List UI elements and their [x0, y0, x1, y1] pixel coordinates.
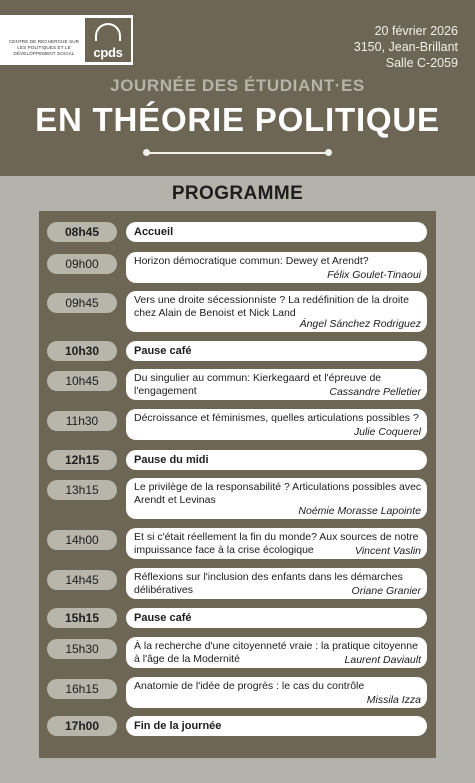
speaker-name: Vincent Vaslin [355, 545, 421, 557]
time-badge: 13h15 [47, 480, 117, 500]
session-box [126, 677, 427, 708]
session-title: Accueil [134, 226, 174, 238]
session-box [126, 450, 427, 470]
logo-org-text: CENTRE DE RECHERCHE SUR LES POLITIQUES ET LE DÉVELOPPEMENT SOCIAL [8, 39, 80, 56]
session-box [126, 637, 427, 668]
logo-mark-text: cpds [93, 45, 123, 60]
session-title: Fin de la journée [134, 720, 222, 732]
session-box [126, 252, 427, 283]
session-box [126, 409, 427, 440]
session-box [126, 528, 427, 559]
programme-heading: PROGRAMME [171, 183, 304, 204]
time-badge: 09h45 [47, 293, 117, 313]
cpds-logo [0, 15, 133, 65]
time-badge: 12h15 [47, 450, 117, 470]
session-box [126, 608, 427, 628]
session-title: Pause du midi [134, 454, 209, 466]
speaker-name: Julie Coquerel [353, 426, 421, 438]
time-badge: 10h45 [47, 371, 117, 391]
session-box [126, 716, 427, 736]
session-title: Anatomie de l'idée de progrès : le cas du contrôle [134, 680, 365, 692]
speaker-name: Noémie Morasse Lapointe [298, 505, 421, 517]
time-badge: 10h30 [47, 341, 117, 361]
time-badge: 08h45 [47, 222, 117, 242]
title-line-1: JOURNÉE DES ÉTUDIANT·ES [110, 76, 365, 95]
session-title: Pause café [134, 345, 192, 357]
session-title: À la recherche d'une citoyenneté vraie : la pratique citoyenne à l'âge de la Modernité [134, 640, 418, 665]
session-title: Vers une droite sécessionniste ? La redéfinition de la droite chez Alain de Benoist et Nick Land [134, 294, 409, 319]
time-badge: 16h15 [47, 679, 117, 699]
session-box [126, 568, 427, 599]
title-line-2: EN THÉORIE POLITIQUE [35, 101, 440, 138]
session-title: Et si c'était réellement la fin du monde? Aux sources de notre impuissance face à la crise écologique [134, 531, 419, 556]
time-badge: 15h15 [47, 608, 117, 628]
session-title: Du singulier au commun: Kierkegaard et l'épreuve de l'engagement [134, 372, 382, 397]
header-banner [0, 0, 475, 176]
speaker-name: Félix Goulet-Tinaoui [327, 269, 421, 281]
time-badge: 11h30 [47, 411, 117, 431]
session-title: Le privilège de la responsabilité ? Articulations possibles avec Arendt et Levinas [134, 481, 422, 506]
session-title: Pause café [134, 612, 192, 624]
speaker-name: Missila Izza [366, 694, 421, 706]
session-box [126, 341, 427, 361]
speaker-name: Oriane Granier [351, 585, 421, 597]
time-badge: 14h00 [47, 530, 117, 550]
logo-mark [85, 18, 131, 62]
divider-dot-icon [143, 149, 150, 156]
divider [146, 152, 329, 154]
session-box [126, 478, 427, 519]
session-title: Réflexions sur l'inclusion des enfants dans les démarches délibératives [134, 571, 403, 596]
session-title: Décroissance et féminismes, quelles articulations possibles ? [134, 412, 419, 424]
time-badge: 15h30 [47, 639, 117, 659]
event-address: 3150, Jean-Brillant [353, 40, 458, 54]
divider-dot-icon [325, 149, 332, 156]
time-badge: 14h45 [47, 570, 117, 590]
event-info [354, 23, 458, 71]
time-badge: 17h00 [47, 716, 117, 736]
time-badge: 09h00 [47, 254, 117, 274]
event-room: Salle C-2059 [385, 56, 458, 70]
session-box [126, 222, 427, 242]
speaker-name: Laurent Daviault [344, 654, 421, 666]
speaker-name: Ángel Sánchez Rodriguez [299, 318, 421, 330]
logo-arc-icon [95, 23, 121, 41]
event-date: 20 février 2026 [374, 24, 458, 38]
speaker-name: Cassandre Pelletier [329, 386, 421, 398]
session-box [126, 369, 427, 400]
session-title: Horizon démocratique commun: Dewey et Arendt? [134, 255, 369, 267]
session-box [126, 291, 427, 332]
